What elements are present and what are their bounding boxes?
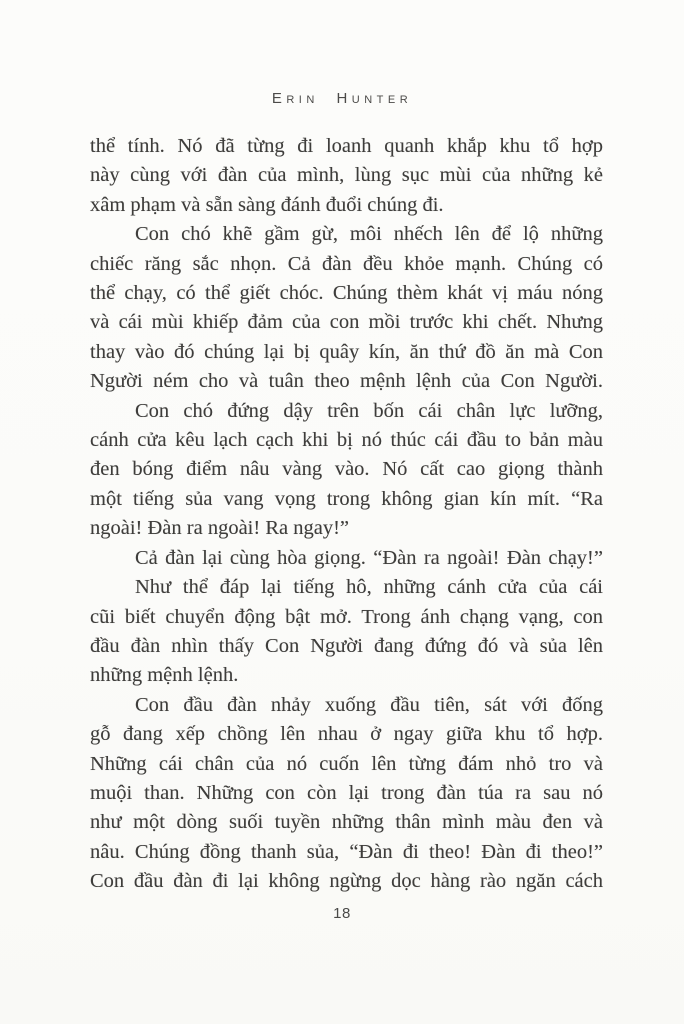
paragraph: [90, 397, 603, 544]
text-line: và cái mùi khiếp đảm của con mồi trước khi chết. Nhưng: [90, 311, 603, 334]
text-block: [90, 132, 603, 897]
text-line: Như thể đáp lại tiếng hô, những cánh cửa của cái: [135, 576, 603, 599]
text-line: thể tính. Nó đã từng đi loanh quanh khắp khu tổ hợp: [90, 135, 603, 157]
text-line: Con chó đứng dậy trên bốn cái chân lực lưỡng,: [135, 399, 603, 422]
text-line: như một dòng suối tuyền những thân mình màu đen và: [90, 811, 603, 834]
running-header: Erin Hunter: [271, 90, 413, 107]
text-line: chiếc răng sắc nhọn. Cả đàn đều khỏe mạnh. Chúng có: [90, 252, 603, 275]
text-line: đầu đàn nhìn thấy Con Người đang đứng đó và sủa lên: [90, 634, 603, 657]
paragraph: [90, 691, 603, 897]
paragraph: [90, 573, 603, 691]
text-line: ngoài! Đàn ra ngoài! Ra ngay!”: [90, 517, 349, 540]
text-line: Người ném cho và tuân theo mệnh lệnh của Con Người.: [90, 370, 603, 393]
text-line: đen bóng điểm nâu vàng vào. Nó cất cao giọng thành: [90, 458, 603, 481]
text-line: xâm phạm và sẵn sàng đánh đuổi chúng đi.: [90, 193, 444, 216]
text-line: gỗ đang xếp chồng lên nhau ở ngay giữa khu tổ hợp.: [90, 723, 603, 746]
page-number: 18: [333, 905, 351, 922]
text-line: muội than. Những con còn lại trong đàn túa ra sau nó: [90, 781, 603, 804]
paragraph: [90, 544, 603, 573]
text-line: Con đầu đàn đi lại không ngừng dọc hàng rào ngăn cách: [90, 870, 603, 893]
paragraph: [90, 132, 603, 220]
text-line: cũi biết chuyển động bật mở. Trong ánh chạng vạng, con: [90, 605, 603, 628]
text-line: nâu. Chúng đồng thanh sủa, “Đàn đi theo! Đàn đi theo!”: [90, 840, 603, 863]
text-line: Con đầu đàn nhảy xuống đầu tiên, sát với đống: [135, 693, 603, 716]
text-line: Những cái chân của nó cuốn lên từng đám nhỏ tro và: [90, 752, 603, 775]
text-line: thay vào đó chúng lại bị quây kín, ăn thứ đồ ăn mà Con: [90, 340, 603, 363]
text-line: thể chạy, có thể giết chóc. Chúng thèm khát vị máu nóng: [90, 282, 603, 305]
text-line: cánh cửa kêu lạch cạch khi bị nó thúc cái đầu to bản màu: [90, 429, 603, 452]
text-line: này cùng với đàn của mình, lùng sục mùi của những kẻ: [90, 164, 603, 187]
text-line: Cả đàn lại cùng hòa giọng. “Đàn ra ngoài! Đàn chạy!”: [135, 546, 603, 569]
paragraph: [90, 220, 603, 396]
text-line: Con chó khẽ gầm gừ, môi nhếch lên để lộ những: [135, 223, 603, 246]
text-line: những mệnh lệnh.: [90, 664, 239, 687]
text-line: một tiếng sủa vang vọng trong không gian kín mít. “Ra: [90, 487, 603, 510]
